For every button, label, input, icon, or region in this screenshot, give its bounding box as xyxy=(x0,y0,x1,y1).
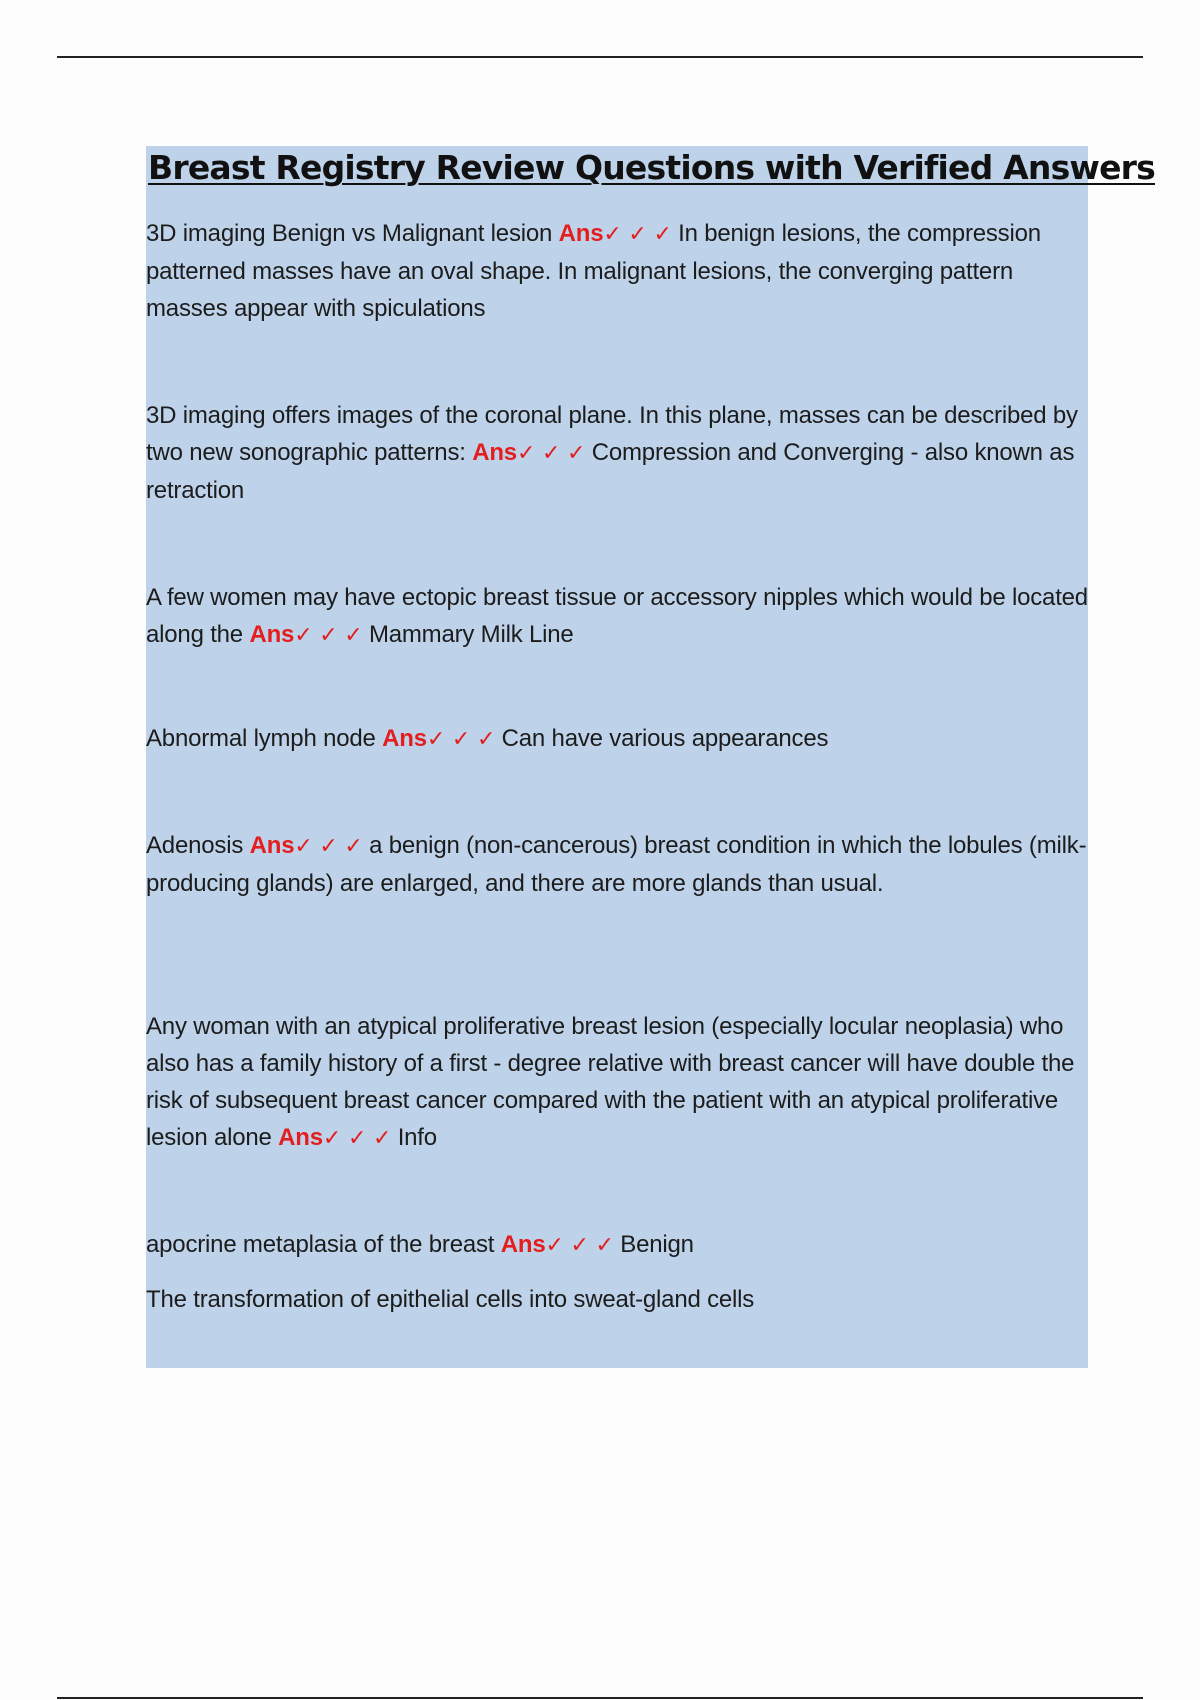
check-marks-icon: ✓ ✓ ✓ xyxy=(294,623,363,648)
definition-line: The transformation of epithelial cells into sweat-gland cells xyxy=(146,1286,755,1313)
answer-label: Ans xyxy=(558,220,604,247)
question-text: Any woman with an atypical proliferative breast lesion (especially locular neoplasia) who also has a family history of a first - degree relative with breast cancer will have double the risk of subsequent breast cancer compared with the patient with an atypical proliferative lesion alone xyxy=(146,1013,1075,1151)
qa-item-6 xyxy=(146,1008,1090,1157)
qa-item-5 xyxy=(146,827,1090,902)
answer-text: Can have various appearances xyxy=(501,725,829,752)
top-rule xyxy=(57,56,1143,58)
qa-item-2 xyxy=(146,397,1090,509)
question-text: A few women may have ectopic breast tissue or accessory nipples which would be located along the xyxy=(146,584,1088,648)
check-marks-icon: ✓ ✓ ✓ xyxy=(426,727,496,752)
answer-label: Ans xyxy=(249,832,295,859)
answer-label: Ans xyxy=(382,725,427,752)
document-title: Breast Registry Review Questions with Verified Answers xyxy=(148,148,1155,187)
qa-item-3 xyxy=(146,579,1090,654)
answer-text: a benign (non-cancerous) breast condition in which the lobules (milk-producing glands) are enlarged, and there are more glands than usual. xyxy=(146,832,1087,897)
qa-item-1 xyxy=(146,215,1090,327)
answer-label: Ans xyxy=(249,621,295,648)
question-text: 3D imaging offers images of the coronal plane. In this plane, masses can be described by two new sonographic patterns: xyxy=(146,402,1078,466)
question-text: 3D imaging Benign vs Malignant lesion xyxy=(146,220,553,247)
bottom-rule xyxy=(57,1697,1143,1699)
check-marks-icon: ✓ ✓ ✓ xyxy=(603,222,672,247)
answer-text: Mammary Milk Line xyxy=(368,621,574,648)
answer-label: Ans xyxy=(500,1231,546,1258)
check-marks-icon: ✓ ✓ ✓ xyxy=(516,441,586,466)
question-text: apocrine metaplasia of the breast xyxy=(146,1231,495,1258)
answer-label: Ans xyxy=(278,1124,323,1151)
check-marks-icon: ✓ ✓ ✓ xyxy=(294,834,363,859)
answer-text: Benign xyxy=(620,1231,694,1258)
answer-text: In benign lesions, the compression patterned masses have an oval shape. In malignant lesions, the converging pattern masses appear with spiculations xyxy=(146,220,1041,322)
question-text: Abnormal lymph node xyxy=(146,725,376,752)
qa-item-4 xyxy=(146,720,1090,758)
check-marks-icon: ✓ ✓ ✓ xyxy=(322,1126,392,1151)
answer-text: Compression and Converging - also known as retraction xyxy=(146,439,1075,504)
check-marks-icon: ✓ ✓ ✓ xyxy=(545,1233,614,1258)
qa-item-7 xyxy=(146,1226,1090,1264)
answer-text: Info xyxy=(397,1124,437,1151)
answer-label: Ans xyxy=(472,439,517,466)
question-text: Adenosis xyxy=(146,832,244,859)
